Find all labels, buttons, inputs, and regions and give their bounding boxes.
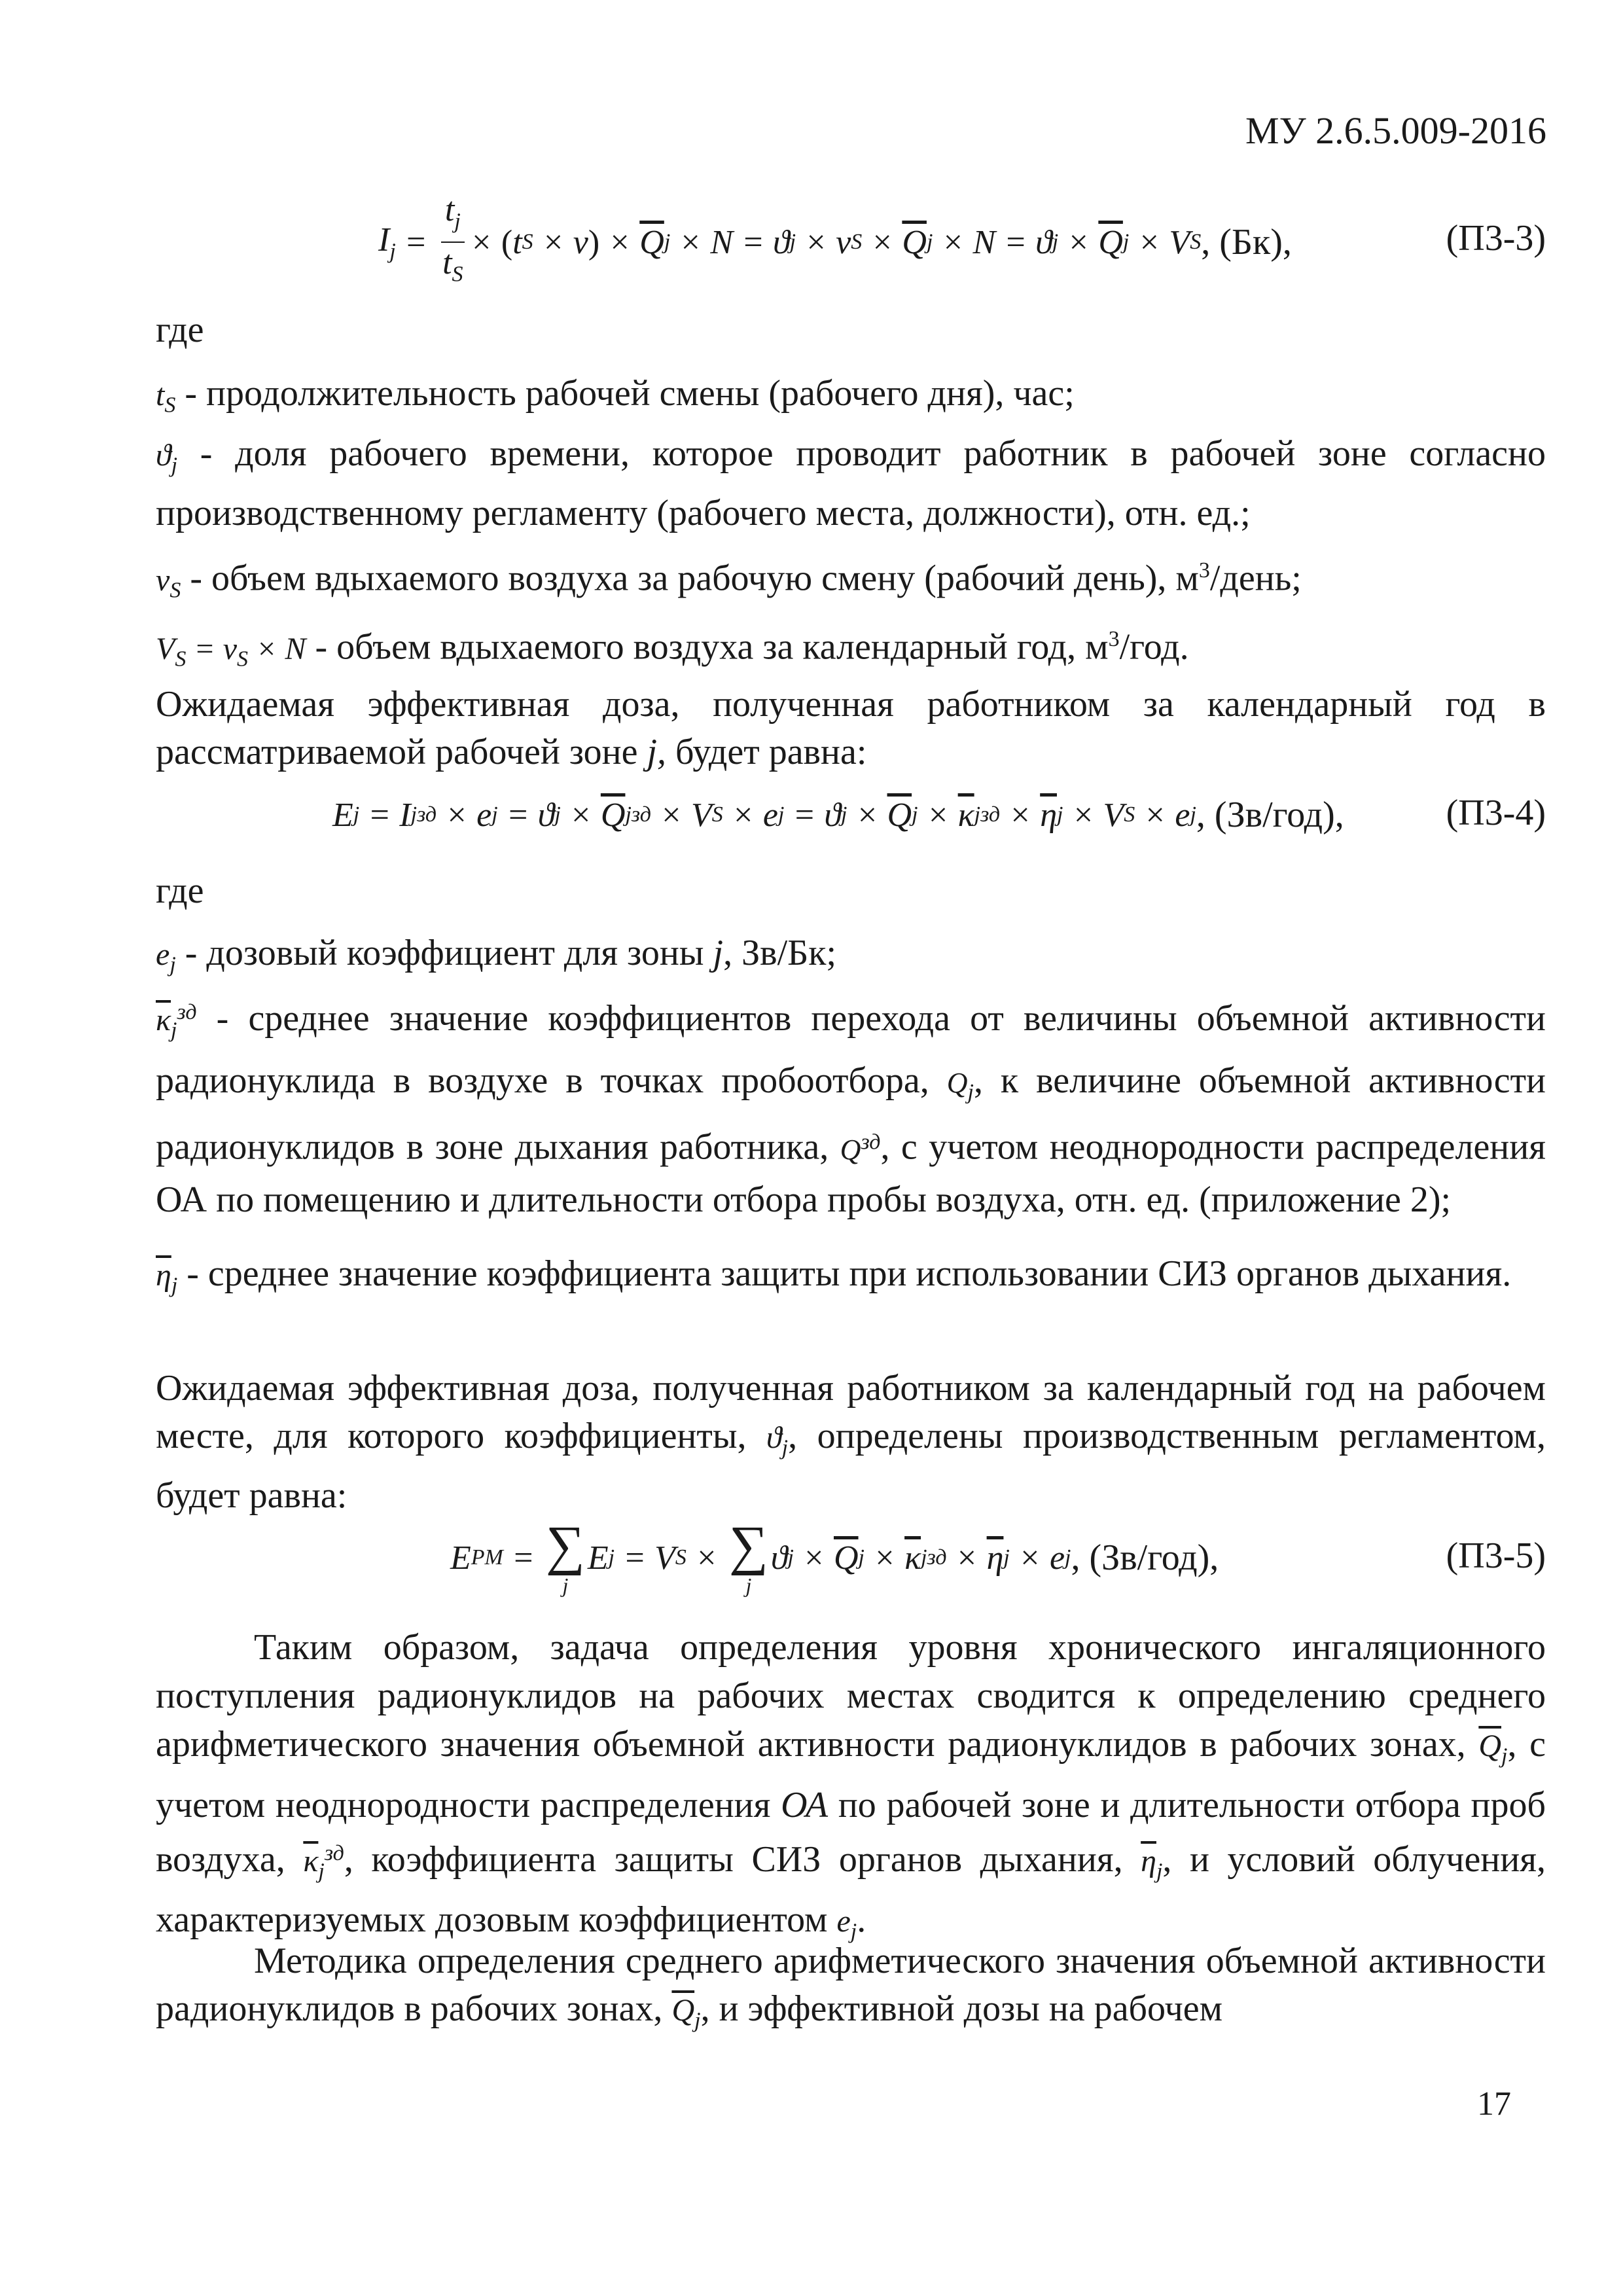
definition-nu: $\nu_S$ - объем вдыхаемого воздуха за рабочую смену (рабочий день), $м^3$/день;	[156, 558, 1302, 603]
definition-kappa-part2: , к величине объемной активности радионуклидов в зоне дыхания работника,	[156, 1060, 1546, 1168]
definition-nu-tail: /день;	[1209, 558, 1302, 599]
paragraph-conclusion-part1: Таким образом, задача определения уровня хронического ингаляционного поступления радионуклидов на рабочих местах сводится к определению среднего арифметического значения объемной активности радионуклидов в рабочих зонах,	[156, 1627, 1546, 1765]
definition-ts-text: - продолжительность рабочей смены (рабочего дня), час;	[175, 373, 1075, 414]
formula-pz5	[156, 1505, 1546, 1610]
paragraph-dose-workplace: Ожидаемая эффективная доза, полученная работником за календарный год на рабочем месте, для которого коэффициенты, $ϑ_j$, определены производственным регламентом, будет равна:	[156, 1368, 1546, 1516]
definition-nu-text: - объем вдыхаемого воздуха за рабочую смену (рабочий день), м	[181, 558, 1199, 599]
definition-theta-text: - доля рабочего времени, которое проводит работник в рабочей зоне согласно производственному регламенту (рабочего места, должности), отн. ед.;	[156, 433, 1546, 533]
definition-nu-sup: 3	[1198, 558, 1210, 583]
formula-pz3-unit: , (Бк),	[1201, 222, 1292, 262]
definition-kappa-part1: - среднее значение коэффициентов перехода от величины объемной активности радионуклида в воздухе в точках пробоотбора,	[156, 998, 1546, 1101]
paragraph-dose-zone	[156, 681, 1546, 776]
paragraph-conclusion-part3: по рабочей зоне и длительности отбора проб воздуха,	[156, 1784, 1546, 1880]
where-label-2: где	[156, 870, 204, 911]
paragraph-conclusion: Таким образом, задача определения уровня хронического ингаляционного поступления радионуклидов на рабочих местах сводится к определению среднего арифметического значения объемной активности радионуклидов в рабочих зонах, $\overline{Q}_j$, с учетом неоднородности распределения ОА по рабочей зоне и длительности отбора проб воздуха, $\overline{\kappa}_j^{зд}$, коэффициента защиты СИЗ органов дыхания, $\overline{\eta}_j$, и условий облучения, характеризуемых дозовым коэффициентом $e_j$.	[156, 1627, 1546, 1944]
formula-pz5-number: (П3-5)	[1446, 1535, 1546, 1576]
formula-pz4-unit: , (Зв/год),	[1196, 795, 1344, 835]
definition-ej: $e_j$ - дозовый коэффициент для зоны j, Зв/Бк;	[156, 933, 837, 977]
formula-pz5-expression: E PM = ∑ j E j = V S × ∑ j ϑ j × $\overline{Q}$ j × $\overline{\kappa}$ j зд × $\overline{\eta}$ j × e j , (Зв/год),	[450, 1515, 1219, 1597]
formula-pz3-number: (П3-3)	[1446, 218, 1546, 259]
formula-pz4-number: (П3-4)	[1446, 793, 1546, 833]
paragraph-conclusion-oa: ОА	[781, 1784, 829, 1825]
definition-theta: $ϑ_j$ - доля рабочего времени, которое проводит работник в рабочей зоне согласно производственному регламенту (рабочего места, должности), отн. ед.;	[156, 433, 1546, 533]
definition-vs-sup: 3	[1108, 627, 1120, 651]
where-label-1: где	[156, 310, 204, 350]
formula-pz4	[156, 772, 1546, 857]
definition-ej-var: j	[713, 933, 724, 973]
definition-vs-tail: /год.	[1119, 626, 1189, 668]
definition-eta: $\overline{\eta}_j$ - среднее значение коэффициента защиты при использовании СИЗ органов дыхания.	[156, 1253, 1512, 1298]
paragraph-conclusion-part4: , коэффициента защиты СИЗ органов дыхания,	[344, 1839, 1141, 1880]
definition-kappa-part3: , с учетом неоднородности распределения ОА по помещению и длительности отбора пробы воздуха, отн. ед. (приложение 2);	[156, 1127, 1546, 1221]
definition-ts: $t_S$ - продолжительность рабочей смены (рабочего дня), час;	[156, 373, 1075, 418]
paragraph-dose-zone-var: j,	[647, 732, 667, 772]
definition-vs-text: - объем вдыхаемого воздуха за календарный год, м	[306, 626, 1109, 668]
definition-ej-post: , Зв/Бк;	[723, 933, 837, 973]
paragraph-dose-zone-post: будет равна:	[666, 732, 867, 772]
definition-ej-pre: - дозовый коэффициент для зоны	[175, 933, 713, 973]
definition-eta-text: - среднее значение коэффициента защиты при использовании СИЗ органов дыхания.	[177, 1253, 1512, 1294]
definition-kappa: $\overline{\kappa}_j^{зд}$ - среднее значение коэффициентов перехода от величины объемной активности радионуклида в воздухе в точках пробоотбора, $Q_j$, к величине объемной активности радионуклидов в зоне дыхания работника, $Q^{зд}$, с учетом неоднородности распределения ОА по помещению и длительности отбора пробы воздуха, отн. ед. (приложение 2);	[156, 998, 1546, 1221]
paragraph-dose-workplace-part2: , определены производственным регламентом, будет равна:	[156, 1416, 1546, 1516]
document-code-header: МУ 2.6.5.009-2016	[1245, 109, 1546, 152]
paragraph-methodology: Методика определения среднего арифметического значения объемной активности радионуклидов в рабочих зонах, $\overline{Q}_j$, и эффективной дозы на рабочем	[156, 1941, 1546, 2033]
page-number: 17	[1477, 2085, 1511, 2123]
paragraph-conclusion-part5: , и условий облучения, характеризуемых дозовым коэффициентом	[156, 1839, 1546, 1941]
paragraph-conclusion-part6: .	[857, 1899, 866, 1941]
paragraph-conclusion-part2: , с учетом неоднородности распределения	[156, 1724, 1546, 1825]
paragraph-dose-workplace-part1: Ожидаемая эффективная доза, полученная работником за календарный год на рабочем месте, для которого коэффициенты,	[156, 1368, 1546, 1456]
formula-pz3	[156, 190, 1546, 295]
paragraph-methodology-part1: Методика определения среднего арифметического значения объемной активности радионуклидов в рабочих зонах,	[156, 1941, 1546, 2029]
definition-vs: $V_S = \nu_S \times N$ - объем вдыхаемого воздуха за календарный год, $м^3$/год.	[156, 626, 1189, 672]
formula-pz3-expression: $I_j$ = $\frac{t_j}{t_S}$ × ( t S × ν ) × $\overline{Q}$ j × N = ϑ j × ν S × $\overline{Q}$ j × N = ϑ j × $\overline{Q}$ j × V S , (Бк),	[378, 190, 1292, 287]
paragraph-methodology-part2: , и эффективной дозы на рабочем	[700, 1988, 1223, 2029]
formula-pz5-unit: , (Зв/год),	[1071, 1537, 1219, 1578]
paragraph-dose-zone-pre: Ожидаемая эффективная доза, полученная работником за календарный год в рассматриваемой рабочей зоне	[156, 684, 1546, 772]
formula-pz4-expression: E j = I j зд × e j = ϑ j × $\overline{Q}$ j зд × V S × e j = ϑ j × $\overline{Q}$ j × $\overline{\kappa}$ j зд × $\overline{\eta}$ j × V S × e j , (Зв/год),	[332, 795, 1344, 835]
